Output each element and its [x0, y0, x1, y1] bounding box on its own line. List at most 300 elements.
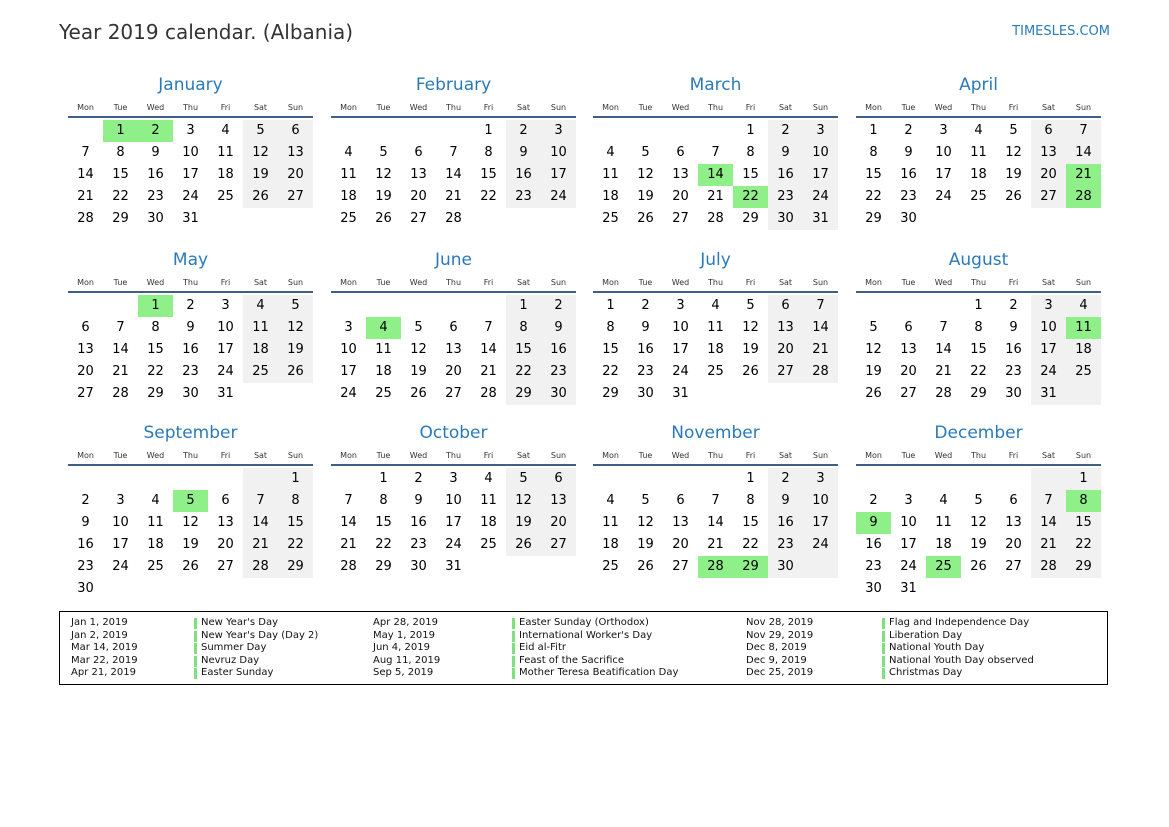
day-cell[interactable]: 13	[777, 320, 794, 335]
day-cell[interactable]: 27	[445, 386, 462, 401]
day-cell[interactable]: 12	[637, 167, 654, 182]
day-cell[interactable]: 20	[777, 342, 794, 357]
day-cell[interactable]: 27	[1005, 559, 1022, 574]
day-cell[interactable]: 21	[340, 537, 357, 552]
day-cell[interactable]: 18	[970, 167, 987, 182]
day-cell[interactable]: 11	[375, 342, 392, 357]
day-cell[interactable]: 28	[445, 211, 462, 226]
day-cell[interactable]: 7	[939, 320, 948, 335]
day-cell[interactable]: 10	[340, 342, 357, 357]
day-cell[interactable]: 5	[519, 471, 528, 486]
day-cell[interactable]: 5	[641, 145, 650, 160]
day-cell[interactable]: 30	[550, 386, 567, 401]
day-cell[interactable]: 18	[1075, 342, 1092, 357]
day-cell[interactable]: 19	[865, 364, 882, 379]
day-cell[interactable]: 5	[256, 123, 265, 138]
holiday-day-cell[interactable]: 11	[1066, 317, 1101, 339]
day-cell[interactable]: 9	[1009, 320, 1018, 335]
day-cell[interactable]: 14	[252, 515, 269, 530]
day-cell[interactable]: 27	[77, 386, 94, 401]
day-cell[interactable]: 28	[935, 386, 952, 401]
day-cell[interactable]: 16	[900, 167, 917, 182]
day-cell[interactable]: 22	[375, 537, 392, 552]
day-cell[interactable]: 6	[554, 471, 563, 486]
day-cell[interactable]: 27	[410, 211, 427, 226]
holiday-day-cell[interactable]: 14	[698, 164, 733, 186]
day-cell[interactable]: 26	[182, 559, 199, 574]
day-cell[interactable]: 23	[1005, 364, 1022, 379]
day-cell[interactable]: 8	[379, 493, 388, 508]
day-cell[interactable]: 4	[221, 123, 230, 138]
day-cell[interactable]: 4	[344, 145, 353, 160]
day-cell[interactable]: 6	[676, 145, 685, 160]
day-cell[interactable]: 5	[641, 493, 650, 508]
day-cell[interactable]: 29	[742, 211, 759, 226]
day-cell[interactable]: 9	[904, 145, 913, 160]
day-cell[interactable]: 15	[375, 515, 392, 530]
day-cell[interactable]: 25	[1075, 364, 1092, 379]
day-cell[interactable]: 27	[217, 559, 234, 574]
day-cell[interactable]: 8	[606, 320, 615, 335]
day-cell[interactable]: 14	[340, 515, 357, 530]
day-cell[interactable]: 26	[287, 364, 304, 379]
day-cell[interactable]: 17	[340, 364, 357, 379]
day-cell[interactable]: 3	[344, 320, 353, 335]
day-cell[interactable]: 7	[484, 320, 493, 335]
day-cell[interactable]: 31	[900, 581, 917, 596]
day-cell[interactable]: 12	[865, 342, 882, 357]
day-cell[interactable]: 30	[1005, 386, 1022, 401]
day-cell[interactable]: 4	[606, 493, 615, 508]
day-cell[interactable]: 21	[1040, 537, 1057, 552]
day-cell[interactable]: 7	[256, 493, 265, 508]
day-cell[interactable]: 24	[340, 386, 357, 401]
day-cell[interactable]: 20	[1005, 537, 1022, 552]
day-cell[interactable]: 16	[550, 342, 567, 357]
day-cell[interactable]: 21	[935, 364, 952, 379]
day-cell[interactable]: 12	[637, 515, 654, 530]
day-cell[interactable]: 20	[1040, 167, 1057, 182]
day-cell[interactable]: 16	[777, 167, 794, 182]
day-cell[interactable]: 23	[515, 189, 532, 204]
day-cell[interactable]: 25	[340, 211, 357, 226]
holiday-day-cell[interactable]: 25	[926, 556, 961, 578]
day-cell[interactable]: 5	[746, 298, 755, 313]
day-cell[interactable]: 23	[147, 189, 164, 204]
day-cell[interactable]: 18	[602, 189, 619, 204]
day-cell[interactable]: 12	[742, 320, 759, 335]
day-cell[interactable]: 29	[287, 559, 304, 574]
day-cell[interactable]: 24	[900, 559, 917, 574]
day-cell[interactable]: 14	[1040, 515, 1057, 530]
day-cell[interactable]: 1	[746, 123, 755, 138]
day-cell[interactable]: 20	[900, 364, 917, 379]
day-cell[interactable]: 9	[186, 320, 195, 335]
day-cell[interactable]: 16	[1005, 342, 1022, 357]
day-cell[interactable]: 28	[812, 364, 829, 379]
day-cell[interactable]: 9	[151, 145, 160, 160]
day-cell[interactable]: 3	[816, 471, 825, 486]
day-cell[interactable]: 9	[414, 493, 423, 508]
day-cell[interactable]: 23	[637, 364, 654, 379]
day-cell[interactable]: 12	[182, 515, 199, 530]
day-cell[interactable]: 3	[221, 298, 230, 313]
day-cell[interactable]: 11	[602, 167, 619, 182]
day-cell[interactable]: 17	[900, 537, 917, 552]
day-cell[interactable]: 7	[1044, 493, 1053, 508]
day-cell[interactable]: 26	[375, 211, 392, 226]
day-cell[interactable]: 10	[182, 145, 199, 160]
day-cell[interactable]: 4	[484, 471, 493, 486]
day-cell[interactable]: 6	[1009, 493, 1018, 508]
day-cell[interactable]: 25	[970, 189, 987, 204]
day-cell[interactable]: 1	[1079, 471, 1088, 486]
day-cell[interactable]: 4	[606, 145, 615, 160]
day-cell[interactable]: 8	[484, 145, 493, 160]
day-cell[interactable]: 25	[602, 211, 619, 226]
day-cell[interactable]: 18	[602, 537, 619, 552]
day-cell[interactable]: 13	[77, 342, 94, 357]
day-cell[interactable]: 23	[900, 189, 917, 204]
day-cell[interactable]: 1	[519, 298, 528, 313]
day-cell[interactable]: 30	[147, 211, 164, 226]
day-cell[interactable]: 2	[1009, 298, 1018, 313]
day-cell[interactable]: 30	[900, 211, 917, 226]
day-cell[interactable]: 9	[519, 145, 528, 160]
day-cell[interactable]: 15	[742, 167, 759, 182]
day-cell[interactable]: 22	[970, 364, 987, 379]
day-cell[interactable]: 20	[287, 167, 304, 182]
day-cell[interactable]: 31	[672, 386, 689, 401]
day-cell[interactable]: 19	[515, 515, 532, 530]
day-cell[interactable]: 12	[252, 145, 269, 160]
day-cell[interactable]: 25	[147, 559, 164, 574]
day-cell[interactable]: 20	[550, 515, 567, 530]
day-cell[interactable]: 21	[445, 189, 462, 204]
day-cell[interactable]: 13	[672, 167, 689, 182]
day-cell[interactable]: 14	[77, 167, 94, 182]
day-cell[interactable]: 17	[217, 342, 234, 357]
day-cell[interactable]: 5	[291, 298, 300, 313]
day-cell[interactable]: 4	[1079, 298, 1088, 313]
day-cell[interactable]: 16	[147, 167, 164, 182]
day-cell[interactable]: 20	[410, 189, 427, 204]
day-cell[interactable]: 23	[865, 559, 882, 574]
day-cell[interactable]: 18	[252, 342, 269, 357]
day-cell[interactable]: 24	[1040, 364, 1057, 379]
day-cell[interactable]: 15	[742, 515, 759, 530]
day-cell[interactable]: 11	[602, 515, 619, 530]
day-cell[interactable]: 19	[410, 364, 427, 379]
day-cell[interactable]: 20	[217, 537, 234, 552]
day-cell[interactable]: 23	[777, 537, 794, 552]
day-cell[interactable]: 21	[707, 537, 724, 552]
day-cell[interactable]: 23	[77, 559, 94, 574]
day-cell[interactable]: 6	[221, 493, 230, 508]
day-cell[interactable]: 18	[340, 189, 357, 204]
day-cell[interactable]: 7	[116, 320, 125, 335]
day-cell[interactable]: 13	[217, 515, 234, 530]
day-cell[interactable]: 10	[112, 515, 129, 530]
day-cell[interactable]: 4	[256, 298, 265, 313]
day-cell[interactable]: 29	[1075, 559, 1092, 574]
day-cell[interactable]: 21	[77, 189, 94, 204]
day-cell[interactable]: 8	[519, 320, 528, 335]
day-cell[interactable]: 10	[900, 515, 917, 530]
day-cell[interactable]: 24	[812, 189, 829, 204]
day-cell[interactable]: 24	[672, 364, 689, 379]
day-cell[interactable]: 19	[637, 189, 654, 204]
day-cell[interactable]: 5	[1009, 123, 1018, 138]
day-cell[interactable]: 18	[935, 537, 952, 552]
day-cell[interactable]: 6	[1044, 123, 1053, 138]
day-cell[interactable]: 23	[410, 537, 427, 552]
day-cell[interactable]: 8	[151, 320, 160, 335]
day-cell[interactable]: 8	[291, 493, 300, 508]
day-cell[interactable]: 30	[182, 386, 199, 401]
day-cell[interactable]: 12	[287, 320, 304, 335]
day-cell[interactable]: 3	[1044, 298, 1053, 313]
day-cell[interactable]: 27	[1040, 189, 1057, 204]
holiday-day-cell[interactable]: 4	[366, 317, 401, 339]
day-cell[interactable]: 31	[182, 211, 199, 226]
day-cell[interactable]: 13	[900, 342, 917, 357]
day-cell[interactable]: 11	[340, 167, 357, 182]
day-cell[interactable]: 24	[112, 559, 129, 574]
day-cell[interactable]: 24	[812, 537, 829, 552]
day-cell[interactable]: 29	[375, 559, 392, 574]
day-cell[interactable]: 14	[480, 342, 497, 357]
day-cell[interactable]: 21	[707, 189, 724, 204]
day-cell[interactable]: 2	[519, 123, 528, 138]
day-cell[interactable]: 8	[746, 493, 755, 508]
day-cell[interactable]: 24	[217, 364, 234, 379]
day-cell[interactable]: 10	[445, 493, 462, 508]
day-cell[interactable]: 27	[777, 364, 794, 379]
day-cell[interactable]: 3	[186, 123, 195, 138]
day-cell[interactable]: 28	[707, 211, 724, 226]
day-cell[interactable]: 30	[410, 559, 427, 574]
day-cell[interactable]: 21	[112, 364, 129, 379]
day-cell[interactable]: 1	[379, 471, 388, 486]
day-cell[interactable]: 2	[781, 123, 790, 138]
day-cell[interactable]: 8	[746, 145, 755, 160]
day-cell[interactable]: 17	[812, 515, 829, 530]
day-cell[interactable]: 30	[865, 581, 882, 596]
day-cell[interactable]: 17	[550, 167, 567, 182]
day-cell[interactable]: 27	[287, 189, 304, 204]
day-cell[interactable]: 27	[672, 211, 689, 226]
holiday-day-cell[interactable]: 22	[733, 186, 768, 208]
day-cell[interactable]: 6	[414, 145, 423, 160]
day-cell[interactable]: 1	[746, 471, 755, 486]
day-cell[interactable]: 7	[816, 298, 825, 313]
day-cell[interactable]: 4	[974, 123, 983, 138]
day-cell[interactable]: 25	[217, 189, 234, 204]
day-cell[interactable]: 19	[182, 537, 199, 552]
day-cell[interactable]: 18	[375, 364, 392, 379]
day-cell[interactable]: 1	[484, 123, 493, 138]
day-cell[interactable]: 17	[182, 167, 199, 182]
day-cell[interactable]: 13	[287, 145, 304, 160]
day-cell[interactable]: 26	[515, 537, 532, 552]
day-cell[interactable]: 3	[939, 123, 948, 138]
day-cell[interactable]: 14	[112, 342, 129, 357]
day-cell[interactable]: 15	[865, 167, 882, 182]
day-cell[interactable]: 10	[1040, 320, 1057, 335]
day-cell[interactable]: 19	[287, 342, 304, 357]
day-cell[interactable]: 6	[81, 320, 90, 335]
day-cell[interactable]: 12	[410, 342, 427, 357]
day-cell[interactable]: 28	[340, 559, 357, 574]
day-cell[interactable]: 29	[112, 211, 129, 226]
day-cell[interactable]: 2	[554, 298, 563, 313]
day-cell[interactable]: 10	[935, 145, 952, 160]
day-cell[interactable]: 2	[81, 493, 90, 508]
holiday-day-cell[interactable]: 1	[103, 120, 138, 142]
day-cell[interactable]: 16	[515, 167, 532, 182]
day-cell[interactable]: 12	[515, 493, 532, 508]
holiday-day-cell[interactable]: 9	[856, 512, 891, 534]
day-cell[interactable]: 29	[515, 386, 532, 401]
holiday-day-cell[interactable]: 1	[138, 295, 173, 317]
day-cell[interactable]: 15	[602, 342, 619, 357]
day-cell[interactable]: 3	[816, 123, 825, 138]
day-cell[interactable]: 22	[602, 364, 619, 379]
day-cell[interactable]: 17	[445, 515, 462, 530]
day-cell[interactable]: 15	[515, 342, 532, 357]
day-cell[interactable]: 14	[812, 320, 829, 335]
day-cell[interactable]: 17	[935, 167, 952, 182]
day-cell[interactable]: 22	[147, 364, 164, 379]
day-cell[interactable]: 26	[637, 559, 654, 574]
day-cell[interactable]: 17	[672, 342, 689, 357]
day-cell[interactable]: 16	[410, 515, 427, 530]
day-cell[interactable]: 6	[781, 298, 790, 313]
day-cell[interactable]: 9	[781, 145, 790, 160]
day-cell[interactable]: 22	[515, 364, 532, 379]
holiday-day-cell[interactable]: 21	[1066, 164, 1101, 186]
day-cell[interactable]: 18	[217, 167, 234, 182]
day-cell[interactable]: 13	[1005, 515, 1022, 530]
day-cell[interactable]: 8	[869, 145, 878, 160]
day-cell[interactable]: 5	[974, 493, 983, 508]
day-cell[interactable]: 21	[812, 342, 829, 357]
day-cell[interactable]: 25	[602, 559, 619, 574]
day-cell[interactable]: 9	[781, 493, 790, 508]
day-cell[interactable]: 13	[550, 493, 567, 508]
day-cell[interactable]: 15	[287, 515, 304, 530]
day-cell[interactable]: 27	[672, 559, 689, 574]
holiday-day-cell[interactable]: 28	[698, 556, 733, 578]
day-cell[interactable]: 1	[869, 123, 878, 138]
day-cell[interactable]: 28	[1040, 559, 1057, 574]
day-cell[interactable]: 22	[742, 537, 759, 552]
day-cell[interactable]: 11	[217, 145, 234, 160]
day-cell[interactable]: 19	[1005, 167, 1022, 182]
day-cell[interactable]: 10	[217, 320, 234, 335]
day-cell[interactable]: 12	[970, 515, 987, 530]
day-cell[interactable]: 30	[777, 559, 794, 574]
day-cell[interactable]: 4	[939, 493, 948, 508]
day-cell[interactable]: 14	[935, 342, 952, 357]
day-cell[interactable]: 22	[480, 189, 497, 204]
day-cell[interactable]: 31	[812, 211, 829, 226]
day-cell[interactable]: 6	[449, 320, 458, 335]
day-cell[interactable]: 15	[112, 167, 129, 182]
day-cell[interactable]: 8	[116, 145, 125, 160]
day-cell[interactable]: 6	[291, 123, 300, 138]
day-cell[interactable]: 21	[252, 537, 269, 552]
day-cell[interactable]: 10	[812, 493, 829, 508]
holiday-day-cell[interactable]: 2	[138, 120, 173, 142]
day-cell[interactable]: 23	[550, 364, 567, 379]
day-cell[interactable]: 16	[865, 537, 882, 552]
day-cell[interactable]: 15	[1075, 515, 1092, 530]
day-cell[interactable]: 11	[480, 493, 497, 508]
day-cell[interactable]: 19	[375, 189, 392, 204]
day-cell[interactable]: 24	[550, 189, 567, 204]
day-cell[interactable]: 26	[742, 364, 759, 379]
day-cell[interactable]: 5	[414, 320, 423, 335]
day-cell[interactable]: 29	[865, 211, 882, 226]
day-cell[interactable]: 1	[974, 298, 983, 313]
day-cell[interactable]: 13	[1040, 145, 1057, 160]
day-cell[interactable]: 12	[375, 167, 392, 182]
day-cell[interactable]: 3	[449, 471, 458, 486]
day-cell[interactable]: 17	[1040, 342, 1057, 357]
day-cell[interactable]: 31	[1040, 386, 1057, 401]
day-cell[interactable]: 15	[970, 342, 987, 357]
day-cell[interactable]: 28	[480, 386, 497, 401]
day-cell[interactable]: 1	[291, 471, 300, 486]
day-cell[interactable]: 13	[672, 515, 689, 530]
day-cell[interactable]: 14	[445, 167, 462, 182]
day-cell[interactable]: 2	[641, 298, 650, 313]
day-cell[interactable]: 24	[935, 189, 952, 204]
day-cell[interactable]: 20	[672, 537, 689, 552]
day-cell[interactable]: 22	[112, 189, 129, 204]
day-cell[interactable]: 6	[904, 320, 913, 335]
day-cell[interactable]: 30	[777, 211, 794, 226]
site-link[interactable]: TIMESLES.COM	[1012, 24, 1110, 39]
day-cell[interactable]: 29	[147, 386, 164, 401]
day-cell[interactable]: 23	[182, 364, 199, 379]
day-cell[interactable]: 7	[449, 145, 458, 160]
day-cell[interactable]: 27	[550, 537, 567, 552]
day-cell[interactable]: 7	[711, 145, 720, 160]
day-cell[interactable]: 29	[970, 386, 987, 401]
day-cell[interactable]: 31	[445, 559, 462, 574]
day-cell[interactable]: 24	[182, 189, 199, 204]
day-cell[interactable]: 18	[480, 515, 497, 530]
day-cell[interactable]: 11	[147, 515, 164, 530]
day-cell[interactable]: 15	[147, 342, 164, 357]
day-cell[interactable]: 3	[904, 493, 913, 508]
day-cell[interactable]: 22	[865, 189, 882, 204]
day-cell[interactable]: 16	[637, 342, 654, 357]
day-cell[interactable]: 23	[777, 189, 794, 204]
day-cell[interactable]: 10	[550, 145, 567, 160]
day-cell[interactable]: 28	[252, 559, 269, 574]
day-cell[interactable]: 2	[186, 298, 195, 313]
holiday-day-cell[interactable]: 28	[1066, 186, 1101, 208]
day-cell[interactable]: 13	[445, 342, 462, 357]
day-cell[interactable]: 19	[970, 537, 987, 552]
day-cell[interactable]: 26	[410, 386, 427, 401]
day-cell[interactable]: 29	[602, 386, 619, 401]
day-cell[interactable]: 7	[344, 493, 353, 508]
